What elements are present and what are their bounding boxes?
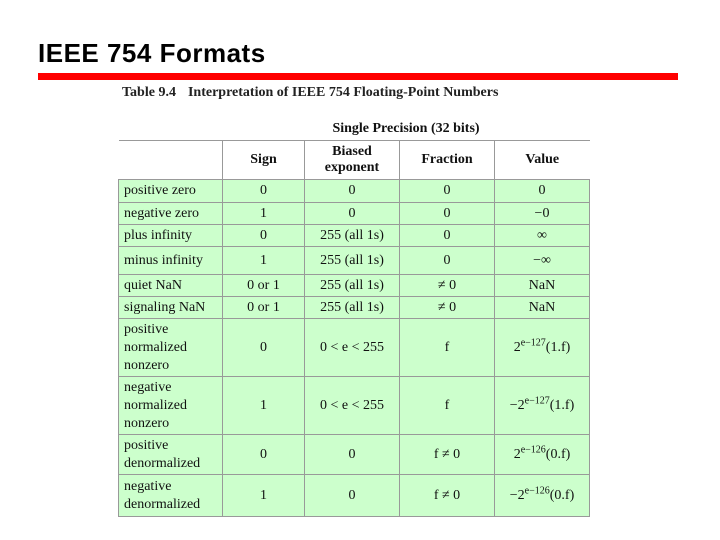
row-label: positive zero [119,180,223,203]
value-base: −2 [509,487,525,503]
header-blank-2 [119,141,223,180]
value-mantissa: (1.f) [549,397,575,413]
sign-cell: 0 or 1 [223,275,305,297]
sign-cell: 0 [223,225,305,247]
exponent-cell: 0 < e < 255 [305,377,400,435]
table-row [119,203,590,225]
row-label: positive denormalized [119,435,223,475]
table-row [119,319,590,377]
value-exponent: e−127 [524,394,550,406]
exponent-cell: 255 (all 1s) [305,225,400,247]
fraction-cell: f [400,319,495,377]
row-label: quiet NaN [119,275,223,297]
exponent-cell: 0 [305,180,400,203]
table-row [119,247,590,275]
fraction-cell: 0 [400,180,495,203]
title-underline [38,73,678,80]
row-label: negative zero [119,203,223,225]
value-cell: NaN [495,275,590,297]
fraction-cell: ≠ 0 [400,275,495,297]
row-label: negative denormalized [119,475,223,517]
row-label: minus infinity [119,247,223,275]
table-caption [122,85,498,101]
table-caption-number: Table 9.4 [122,85,176,100]
fraction-cell: 0 [400,247,495,275]
value-base: −2 [509,397,525,413]
table-row [119,435,590,475]
value-cell [495,377,590,435]
table-row [119,275,590,297]
fraction-cell: 0 [400,203,495,225]
value-mantissa: (0.f) [549,487,575,503]
value-base: 2 [513,446,521,462]
value-cell: 0 [495,180,590,203]
row-label: plus infinity [119,225,223,247]
sign-cell: 0 [223,319,305,377]
fraction-cell: f ≠ 0 [400,435,495,475]
fraction-cell: ≠ 0 [400,297,495,319]
value-exponent: e−126 [520,443,546,455]
table-row [119,475,590,517]
sign-cell: 0 [223,180,305,203]
exponent-cell: 0 [305,203,400,225]
sign-cell: 1 [223,247,305,275]
fraction-cell: f ≠ 0 [400,475,495,517]
value-cell [495,319,590,377]
sign-cell: 0 or 1 [223,297,305,319]
value-cell: NaN [495,297,590,319]
table-row [119,180,590,203]
value-cell: −0 [495,203,590,225]
value-cell: −∞ [495,247,590,275]
fraction-cell: 0 [400,225,495,247]
table-row [119,225,590,247]
value-mantissa: (0.f) [545,446,571,462]
header-blank [119,118,223,141]
header-sign: Sign [223,141,305,180]
row-label: signaling NaN [119,297,223,319]
exponent-cell: 0 < e < 255 [305,319,400,377]
exponent-cell: 255 (all 1s) [305,275,400,297]
value-mantissa: (1.f) [545,339,571,355]
value-exponent: e−127 [520,336,546,348]
table-caption-text: Interpretation of IEEE 754 Floating-Point Numbers [187,85,499,100]
ieee754-table [118,118,590,517]
header-value: Value [495,141,590,180]
value-cell: ∞ [495,225,590,247]
slide-title: IEEE 754 Formats [38,38,266,68]
sign-cell: 0 [223,435,305,475]
table-row [119,377,590,435]
row-label: negative normalized nonzero [119,377,223,435]
header-single-precision: Single Precision (32 bits) [223,118,590,141]
exponent-cell: 255 (all 1s) [305,297,400,319]
exponent-cell: 255 (all 1s) [305,247,400,275]
sign-cell: 1 [223,475,305,517]
value-cell [495,435,590,475]
value-exponent: e−126 [524,484,550,496]
sign-cell: 1 [223,203,305,225]
fraction-cell: f [400,377,495,435]
value-cell [495,475,590,517]
exponent-cell: 0 [305,435,400,475]
sign-cell: 1 [223,377,305,435]
value-base: 2 [513,339,521,355]
table-row [119,297,590,319]
header-biased-exponent: Biased exponent [305,141,400,180]
row-label: positive normalized nonzero [119,319,223,377]
header-fraction: Fraction [400,141,495,180]
exponent-cell: 0 [305,475,400,517]
